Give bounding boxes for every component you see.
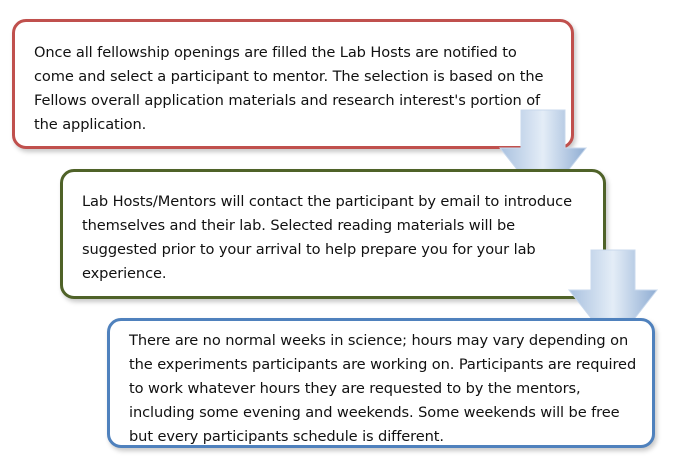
step-1-text: Once all fellowship openings are filled the Lab Hosts are notified to come and select a participant to mentor. The selection is based on the Fellows overall application materials and research interest's portion of the application. xyxy=(34,44,544,133)
step-3-box xyxy=(107,318,655,448)
step-2-text: Lab Hosts/Mentors will contact the participant by email to introduce themselves and their lab. Selected reading materials will be suggested prior to your arrival to help prepare you for your lab experience. xyxy=(82,193,572,282)
step-3-text: There are no normal weeks in science; hours may vary depending on the experiments participants are working on. Participants are required to work whatever hours they are requested to by the mentors, including some evening and weekends. Some weekends will be free but every participants schedule is different. xyxy=(129,332,637,445)
step-1-box xyxy=(12,19,574,149)
step-2-box xyxy=(60,169,606,299)
